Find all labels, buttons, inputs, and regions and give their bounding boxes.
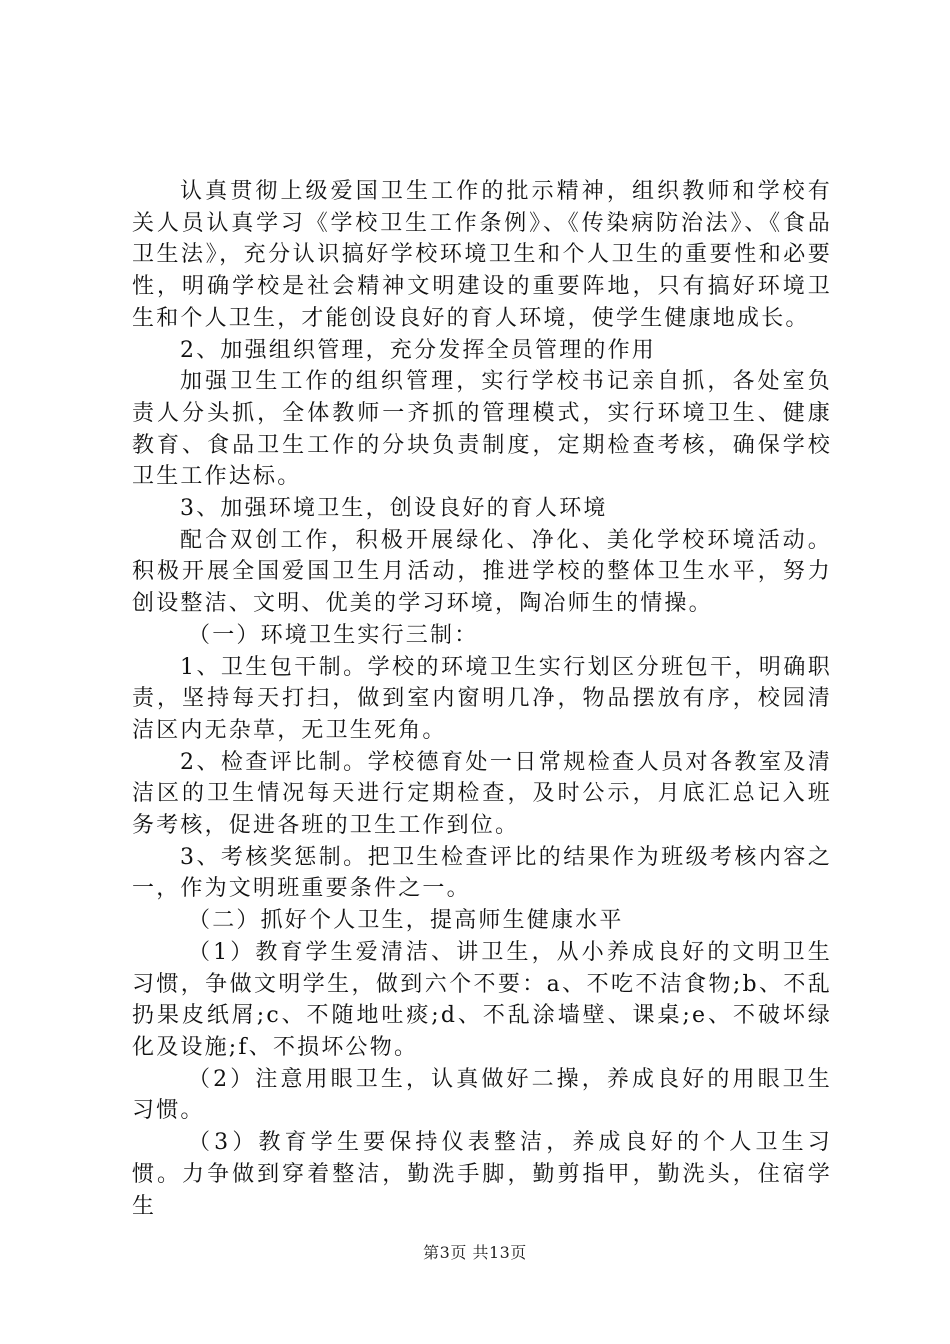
paragraph: 认真贯彻上级爱国卫生工作的批示精神，组织教师和学校有关人员认真学习《学校卫生工作条例》、《传染病防治法》、《食品卫生法》，充分认识搞好学校环境卫生和个人卫生的重要性和必要性，明确学校是社会精神文明建设的重要阵地，只有搞好环境卫生和个人卫生，才能创设良好的育人环境，使学生健康地成长。 bbox=[132, 179, 832, 331]
paragraph: （3）教育学生要保持仪表整洁，养成良好的个人卫生习惯。力争做到穿着整洁，勤洗手脚，勤剪指甲，勤洗头，住宿学生 bbox=[132, 1130, 832, 1219]
paragraph: 加强卫生工作的组织管理，实行学校书记亲自抓，各处室负责人分头抓，全体教师一齐抓的管理模式，实行环境卫生、健康教育、食品卫生工作的分块负责制度，定期检查考核，确保学校卫生工作达标。 bbox=[132, 369, 832, 490]
paragraph: 3、考核奖惩制。把卫生检查评比的结果作为班级考核内容之一，作为文明班重要条件之一。 bbox=[132, 844, 832, 902]
paragraph: 1、卫生包干制。学校的环境卫生实行划区分班包干，明确职责，坚持每天打扫，做到室内窗明几净，物品摆放有序，校园清洁区内无杂草，无卫生死角。 bbox=[132, 654, 832, 743]
section-heading: 2、加强组织管理，充分发挥全员管理的作用 bbox=[180, 337, 656, 363]
section-heading: 3、加强环境卫生，创设良好的育人环境 bbox=[180, 496, 608, 522]
paragraph: 2、检查评比制。学校德育处一日常规检查人员对各教室及清洁区的卫生情况每天进行定期检查，及时公示，月底汇总记入班务考核，促进各班的卫生工作到位。 bbox=[132, 749, 832, 839]
page-footer: 第3页 共13页 bbox=[423, 1243, 527, 1262]
document-body bbox=[132, 176, 832, 1222]
paragraph: 配合双创工作，积极开展绿化、净化、美化学校环境活动。积极开展全国爱国卫生月活动，推进学校的整体卫生水平，努力创设整洁、文明、优美的学习环境，陶冶师生的情操。 bbox=[132, 527, 832, 617]
paragraph: （1）教育学生爱清洁、讲卫生，从小养成良好的文明卫生习惯，争做文明学生，做到六个不要：a、不吃不洁食物;b、不乱扔果皮纸屑;c、不随地吐痰;d、不乱涂墙壁、课桌;e、不破坏绿化及设施;f、不损坏公物。 bbox=[132, 939, 832, 1060]
subsection-heading: （二）抓好个人卫生，提高师生健康水平 bbox=[188, 908, 624, 934]
paragraph: （2）注意用眼卫生，认真做好二操，养成良好的用眼卫生习惯。 bbox=[132, 1066, 832, 1124]
subsection-heading: （一）环境卫生实行三制： bbox=[188, 622, 479, 648]
